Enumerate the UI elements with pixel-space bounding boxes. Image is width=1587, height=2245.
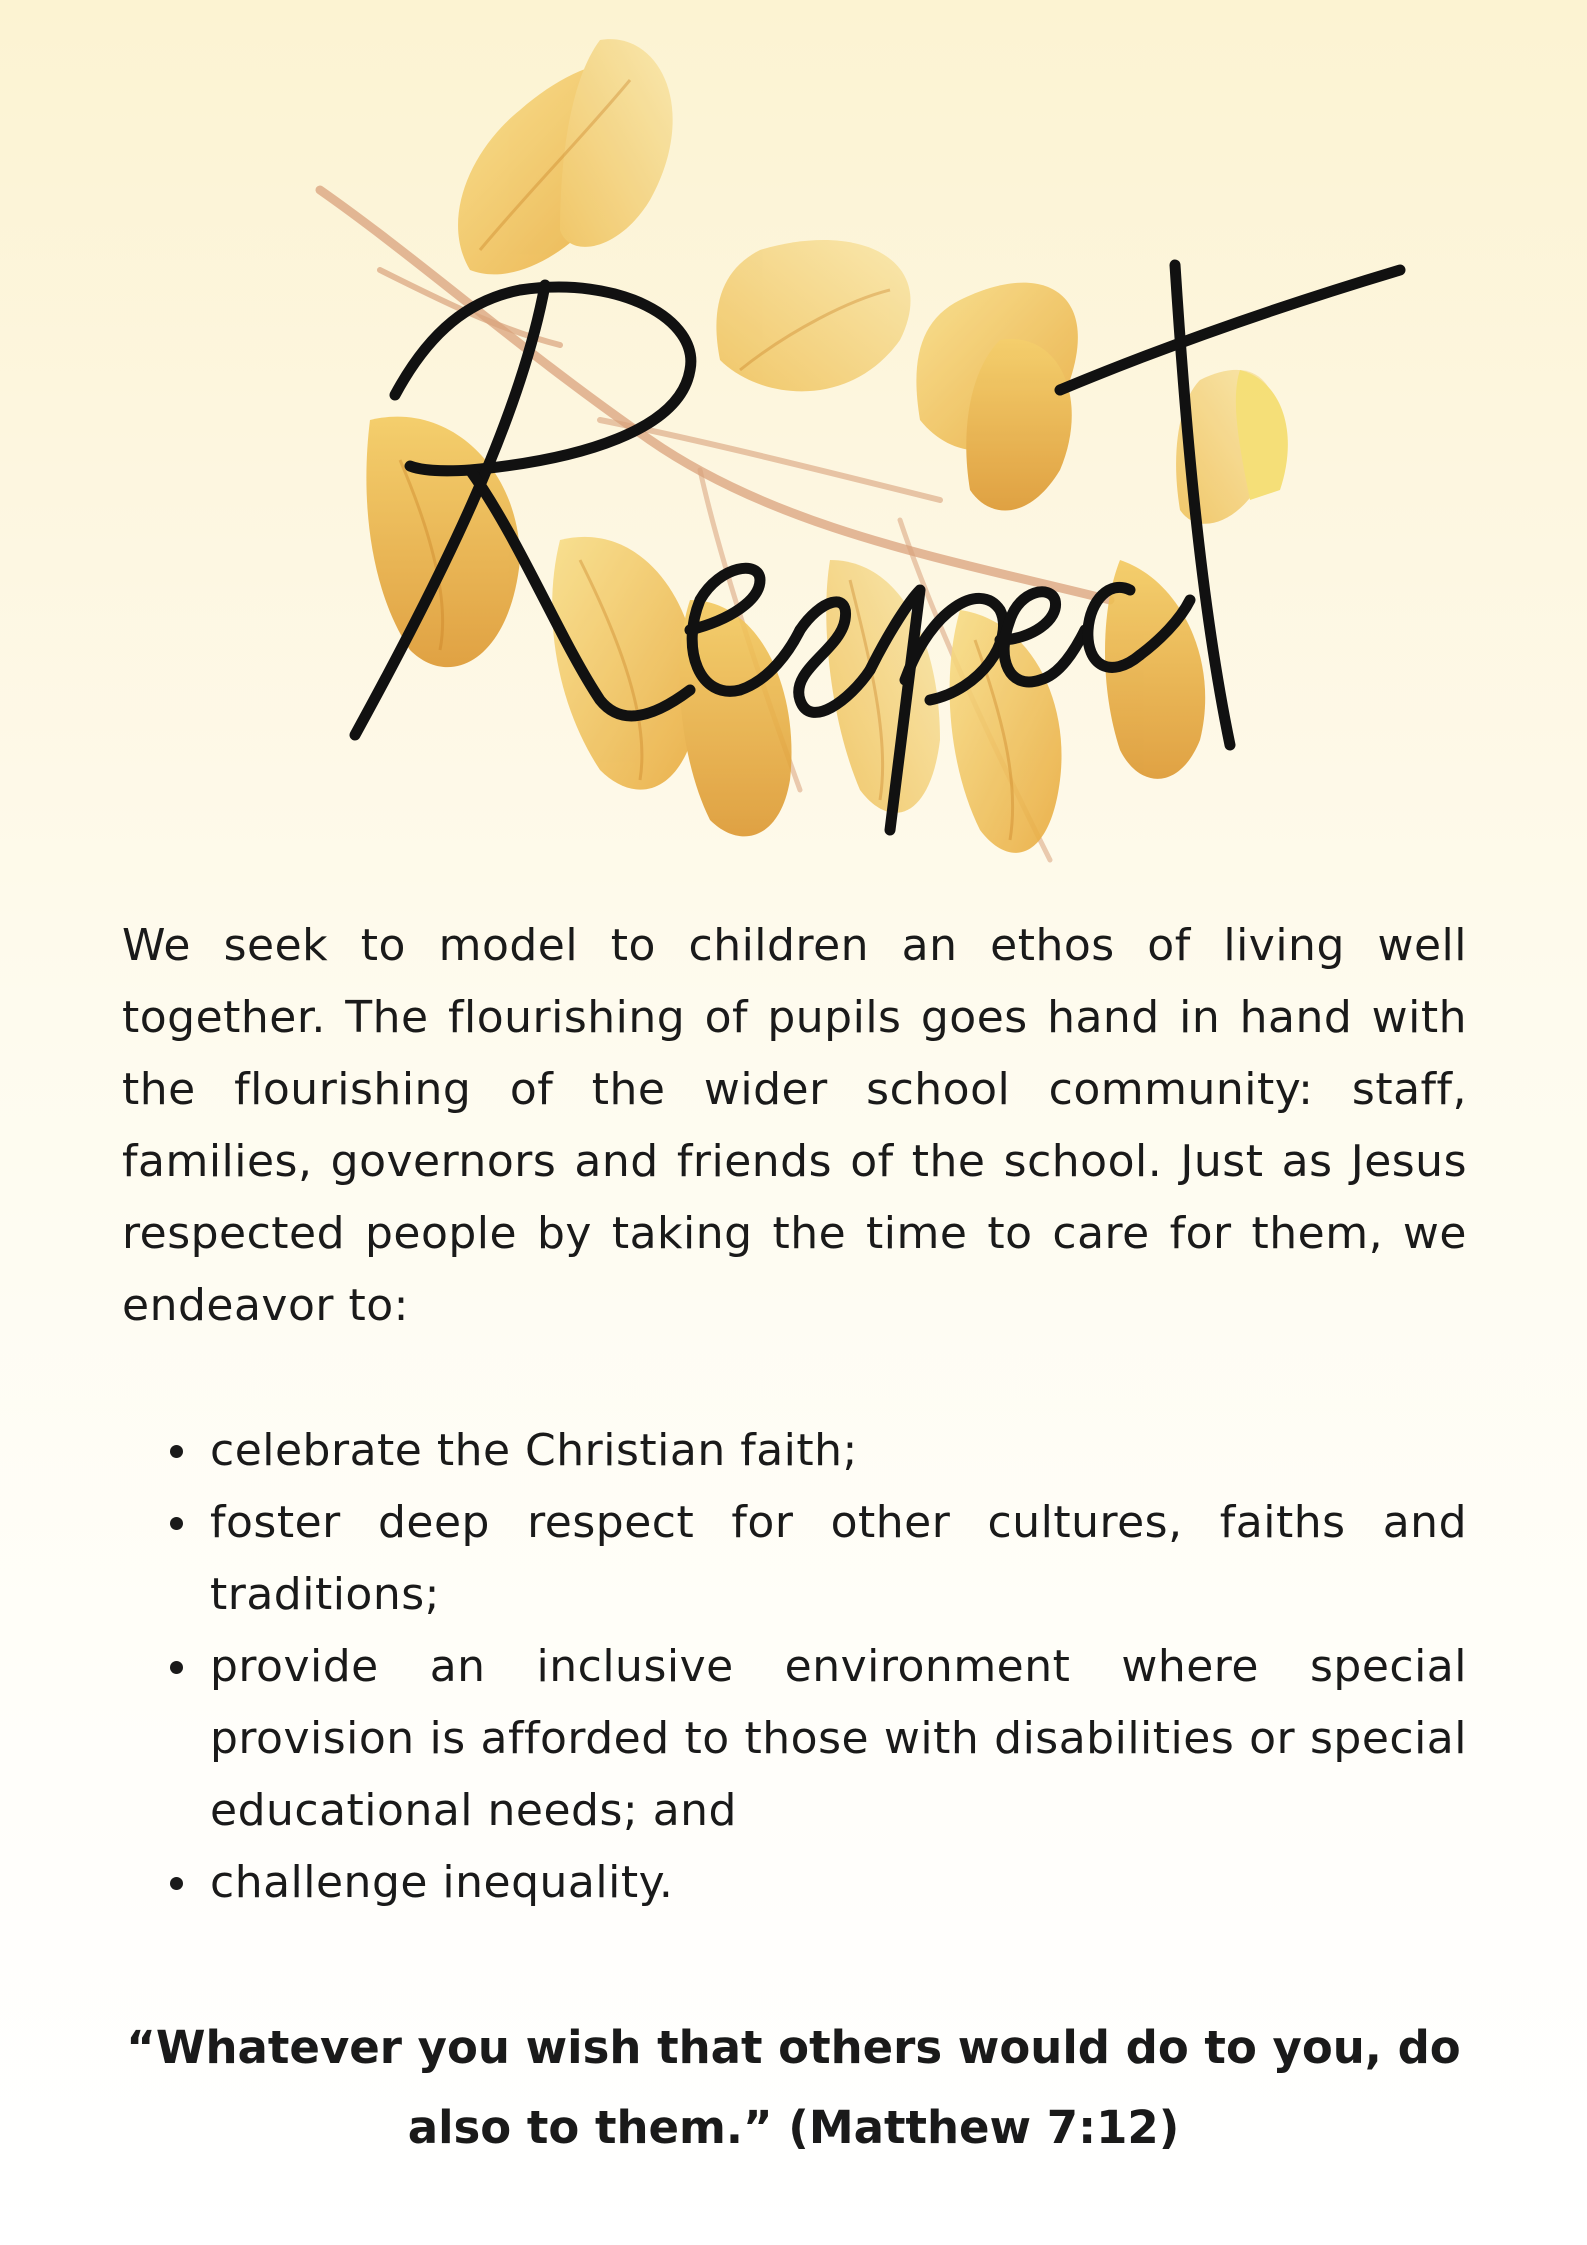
list-item-text: celebrate the Christian faith; (210, 1425, 858, 1476)
values-list (122, 1415, 1467, 1919)
list-item (122, 1415, 1467, 1487)
quote-text: “Whatever you wish that others would do to you, do also to them.” (126, 2021, 1461, 2154)
hero-illustration (0, 0, 1587, 900)
list-item (122, 1487, 1467, 1631)
scripture-quote (100, 2008, 1487, 2168)
bullet-icon (170, 1445, 183, 1458)
list-item (122, 1847, 1467, 1919)
bullet-icon (170, 1877, 183, 1890)
list-item (122, 1631, 1467, 1847)
list-item-text: provide an inclusive environment where special provision is afforded to those with disabilities or special educational needs; and (210, 1641, 1467, 1836)
quote-reference: (Matthew 7:12) (788, 2101, 1180, 2154)
bullet-icon (170, 1661, 183, 1674)
intro-paragraph: We seek to model to children an ethos of living well together. The flourishing of pupils goes hand in hand with the flourishing of the wider school community: staff, families, governors and friends of the school. Just as Jesus respected people by taking the time to care for them, we endeavor to: (122, 920, 1467, 1331)
leaf-cluster-icon (366, 39, 1287, 853)
bullet-icon (170, 1517, 183, 1530)
list-item-text: challenge inequality. (210, 1857, 674, 1908)
list-item-text: foster deep respect for other cultures, faiths and traditions; (210, 1497, 1467, 1620)
watercolor-leaves-illustration (0, 0, 1587, 900)
